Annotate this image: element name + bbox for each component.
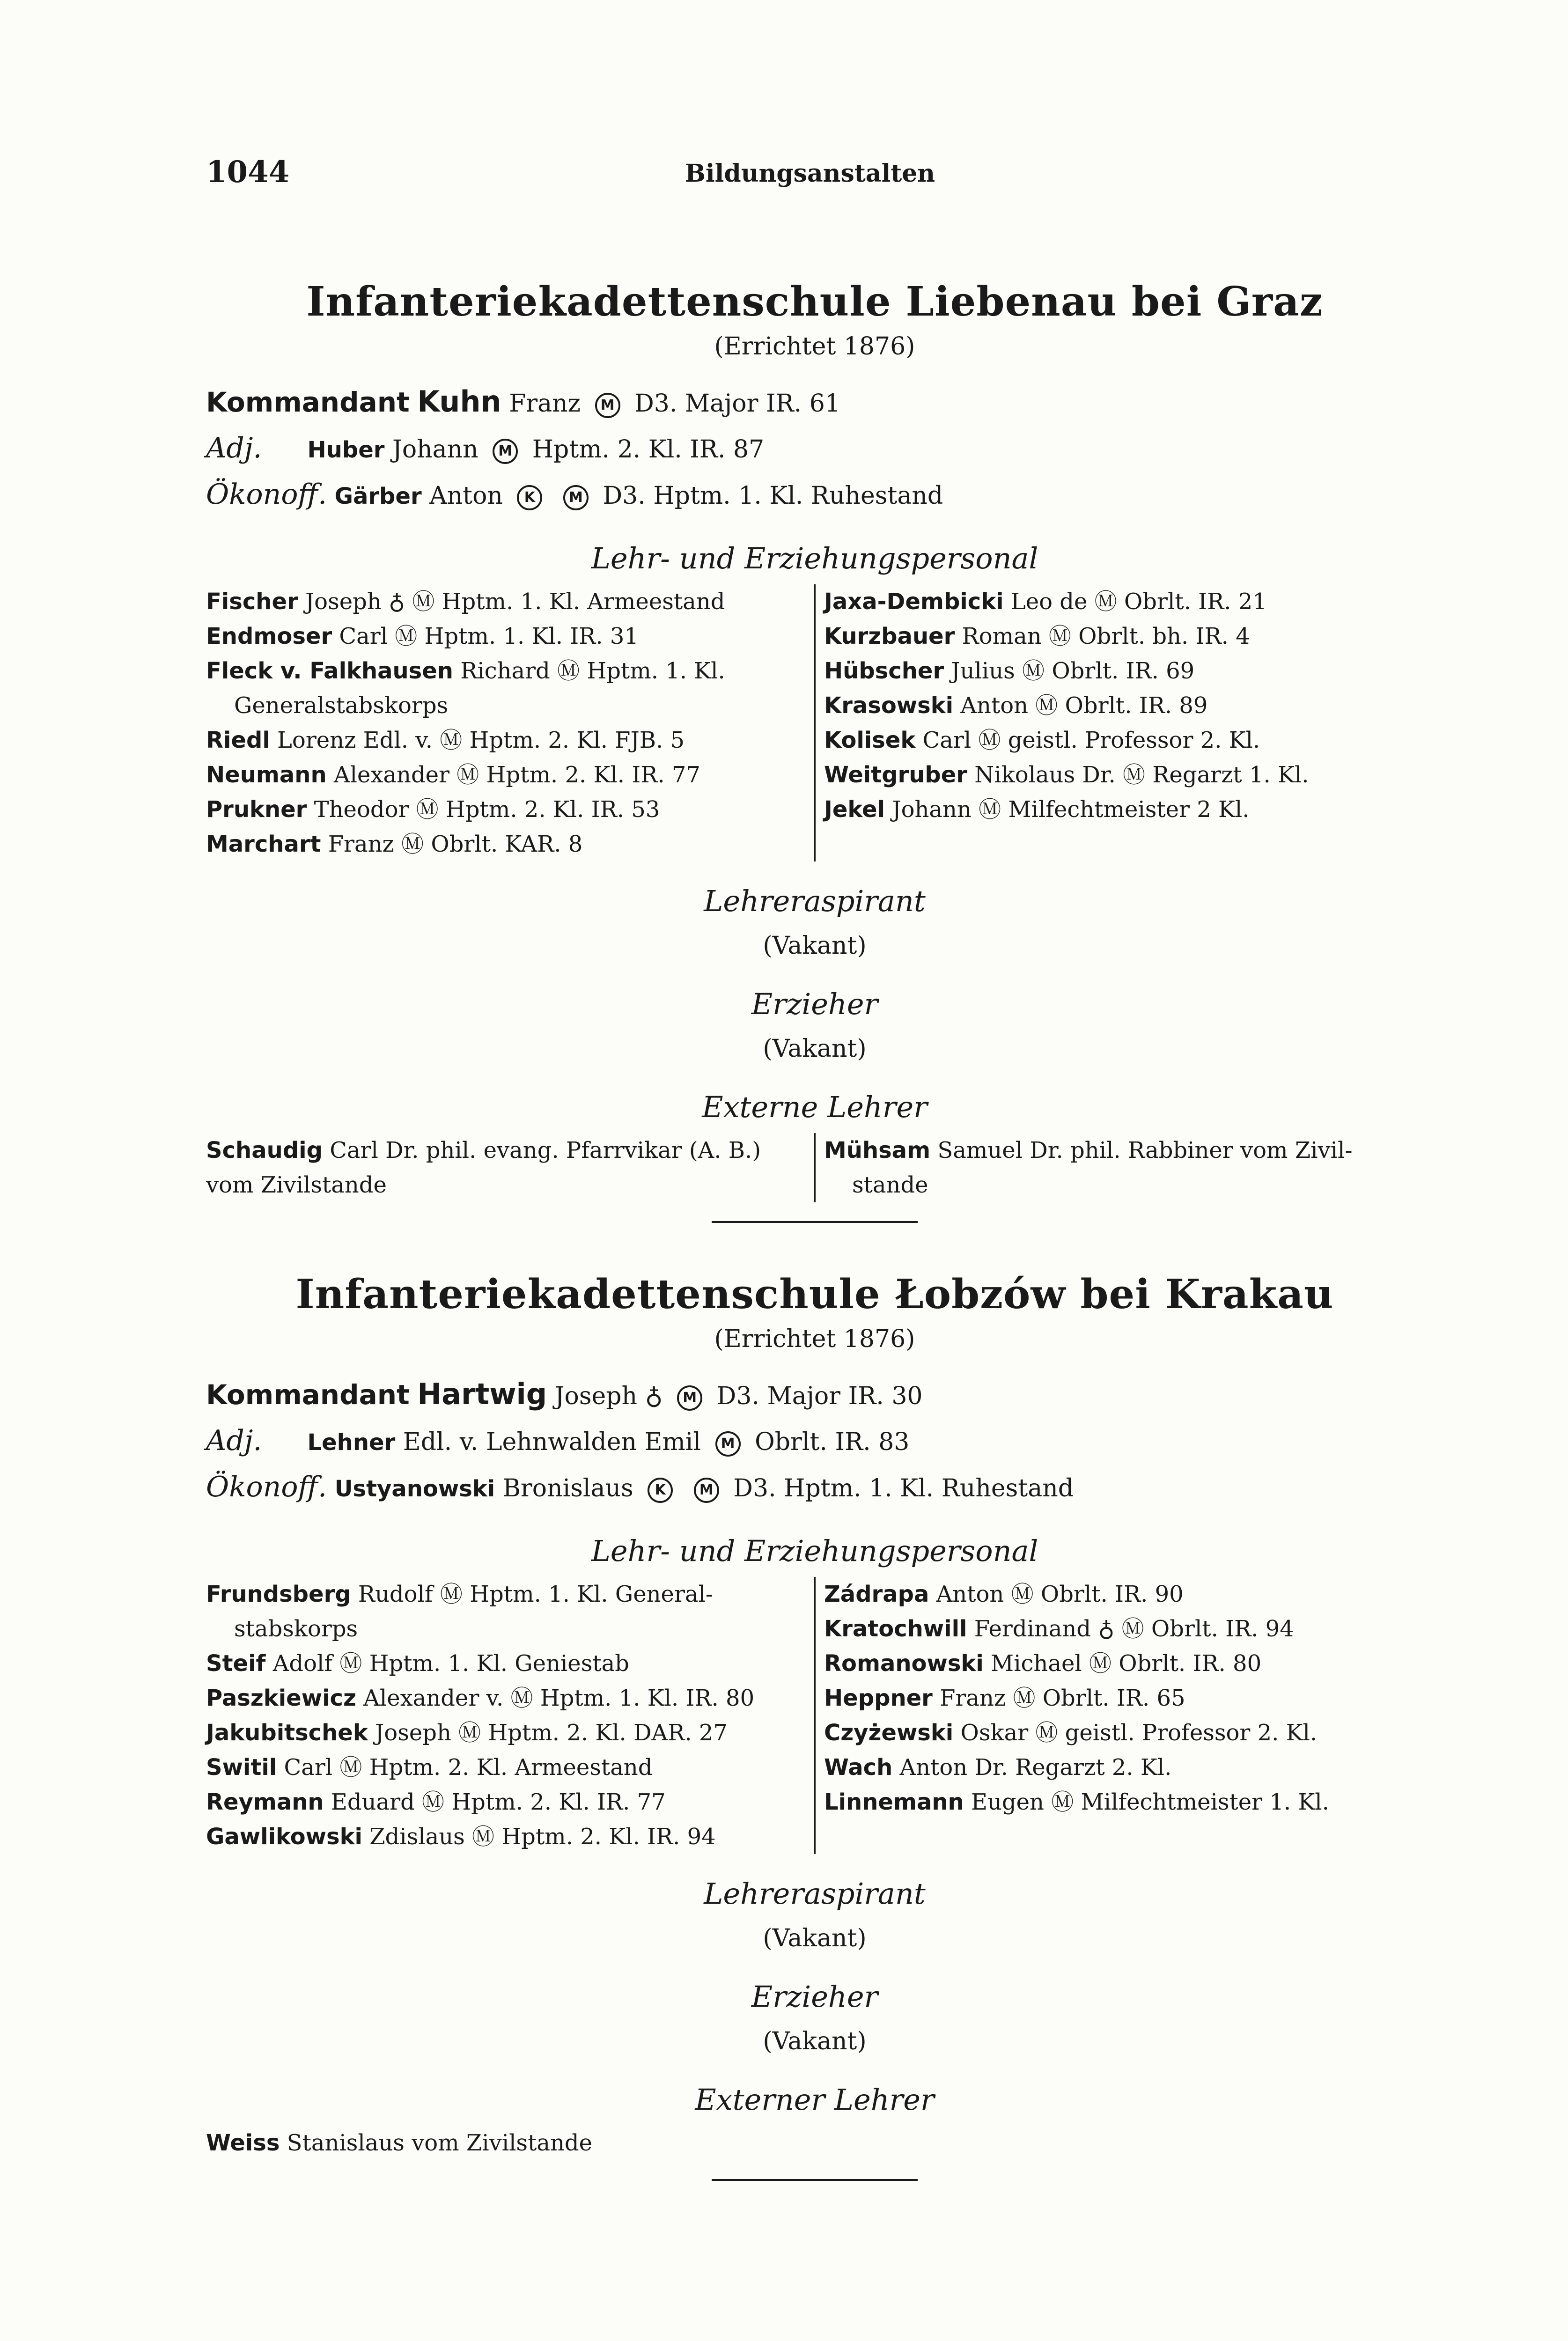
staff-entry: Riedl Lorenz Edl. v. Ⓜ Hptm. 2. Kl. FJB. 5 [206, 727, 685, 753]
section-divider [712, 2179, 918, 2181]
staff-entry: Kurzbauer Roman Ⓜ Obrlt. bh. IR. 4 [824, 623, 1250, 649]
surname: Ustyanowski [334, 1476, 495, 1502]
adjutant-line [206, 1419, 1423, 1465]
rank-text: D3. Major IR. 61 [634, 390, 840, 418]
external-heading: Externe Lehrer [702, 1090, 928, 1124]
external-column-right [816, 1133, 1423, 1202]
section-title: Infanteriekadettenschule Łobzów bei Krakau [295, 1271, 1334, 1318]
staff-heading: Lehr- und Erziehungspersonal [591, 1534, 1038, 1568]
given-name: Franz [509, 390, 581, 418]
rank-text: D3. Hptm. 1. Kl. Ruhestand [733, 1474, 1074, 1502]
military-merit-icon: M [595, 393, 620, 418]
aspirant-heading: Lehreraspirant [704, 1877, 926, 1911]
role-label: Ökonoff. [206, 1471, 327, 1503]
role-label: Adj. [206, 432, 262, 464]
external-heading: Externer Lehrer [695, 2083, 935, 2117]
staff-entry: Endmoser Carl Ⓜ Hptm. 1. Kl. IR. 31 [206, 623, 639, 649]
staff-entry: Switil Carl Ⓜ Hptm. 2. Kl. Armeestand [206, 1754, 653, 1781]
role-label: Kommandant [206, 386, 410, 418]
staff-entry: Jaxa-Dembicki Leo de Ⓜ Obrlt. IR. 21 [824, 589, 1267, 615]
role-label: Ökonoff. [206, 478, 327, 511]
staff-entry: Krasowski Anton Ⓜ Obrlt. IR. 89 [824, 692, 1208, 719]
staff-entry: Paszkiewicz Alexander v. Ⓜ Hptm. 1. Kl. IR. 80 [206, 1685, 755, 1711]
staff-column-right [816, 584, 1423, 861]
surname: Lehner [307, 1429, 396, 1456]
given-name: Bronislaus [502, 1474, 633, 1502]
staff-entry-continued: vom Zivilstande [206, 1172, 387, 1198]
rank-text: Hptm. 2. Kl. IR. 87 [532, 435, 765, 464]
educator-heading: Erzieher [751, 987, 878, 1021]
staff-entry: Kolisek Carl Ⓜ geistl. Professor 2. Kl. [824, 727, 1260, 753]
page-header [206, 155, 1414, 197]
staff-entry: Frundsberg Rudolf Ⓜ Hptm. 1. Kl. General- [206, 1581, 714, 1607]
commandant-line [206, 1372, 1423, 1419]
staff-entry: Steif Adolf Ⓜ Hptm. 1. Kl. Geniestab [206, 1650, 629, 1677]
military-merit-icon: M [715, 1431, 741, 1457]
staff-entry: Czyżewski Oskar Ⓜ geistl. Professor 2. Kl. [824, 1720, 1318, 1746]
military-merit-icon: M [493, 439, 518, 464]
page-number: 1044 [206, 155, 290, 190]
staff-entry: Weitgruber Nikolaus Dr. Ⓜ Regarzt 1. Kl. [824, 762, 1309, 788]
commandant-line [206, 379, 1423, 426]
staff-entry: Zádrapa Anton Ⓜ Obrlt. IR. 90 [824, 1581, 1184, 1607]
adjutant-line [206, 426, 1423, 472]
military-merit-icon: M [694, 1478, 719, 1503]
staff-entry: Linnemann Eugen Ⓜ Milfechtmeister 1. Kl. [824, 1789, 1329, 1815]
educator-heading: Erzieher [751, 1980, 878, 2014]
staff-entry: Kratochwill Ferdinand ♁ Ⓜ Obrlt. IR. 94 [824, 1616, 1294, 1642]
external-column-left [206, 1133, 816, 1202]
k-badge-icon: K [517, 485, 542, 510]
staff-entry: Prukner Theodor Ⓜ Hptm. 2. Kl. IR. 53 [206, 796, 660, 823]
staff-columns [206, 584, 1423, 861]
surname: Huber [307, 437, 385, 463]
staff-entry: Marchart Franz Ⓜ Obrlt. KAR. 8 [206, 831, 583, 857]
okonoff-line [206, 1465, 1423, 1511]
rank-text: Obrlt. IR. 83 [755, 1428, 910, 1456]
role-label: Adj. [206, 1424, 262, 1457]
staff-column-left [206, 584, 816, 861]
staff-entry: Jekel Johann Ⓜ Milfechtmeister 2 Kl. [824, 796, 1250, 823]
educator-value: (Vakant) [763, 2027, 867, 2055]
staff-entry: Gawlikowski Zdislaus Ⓜ Hptm. 2. Kl. IR. 94 [206, 1824, 716, 1850]
section-divider [712, 1221, 918, 1223]
staff-heading: Lehr- und Erziehungspersonal [591, 541, 1038, 575]
section-title: Infanteriekadettenschule Liebenau bei Graz [306, 278, 1323, 325]
aspirant-value: (Vakant) [763, 932, 867, 960]
running-head: Bildungsanstalten [685, 159, 935, 188]
okonoff-line [206, 472, 1423, 519]
given-name: Johann [392, 435, 478, 464]
staff-columns [206, 1577, 1423, 1854]
section-lobzow [206, 1269, 1423, 2181]
staff-column-right [816, 1577, 1423, 1854]
staff-entry: Mühsam Samuel Dr. phil. Rabbiner vom Zivil- [824, 1137, 1353, 1163]
k-badge-icon: K [648, 1478, 673, 1503]
aspirant-heading: Lehreraspirant [704, 884, 926, 918]
military-merit-icon: M [677, 1385, 702, 1411]
staff-entry: Heppner Franz Ⓜ Obrlt. IR. 65 [824, 1685, 1185, 1711]
staff-entry: Romanowski Michael Ⓜ Obrlt. IR. 80 [824, 1650, 1262, 1677]
given-name: Joseph ♁ [554, 1382, 663, 1410]
staff-entry: Schaudig Carl Dr. phil. evang. Pfarrvikar (A. B.) [206, 1137, 761, 1163]
founded-note: (Errichtet 1876) [714, 1325, 915, 1353]
staff-entry: Reymann Eduard Ⓜ Hptm. 2. Kl. IR. 77 [206, 1789, 666, 1815]
external-single [206, 2126, 810, 2160]
staff-entry: Fleck v. Falkhausen Richard Ⓜ Hptm. 1. Kl. [206, 658, 725, 684]
staff-column-left [206, 1577, 816, 1854]
staff-entry: Fischer Joseph ♁ Ⓜ Hptm. 1. Kl. Armeestand [206, 589, 725, 615]
staff-entry-continued: Generalstabskorps [234, 692, 449, 719]
staff-entry: Wach Anton Dr. Regarzt 2. Kl. [824, 1754, 1172, 1781]
aspirant-value: (Vakant) [763, 1924, 867, 1952]
given-name: Edl. v. Lehnwalden Emil [403, 1428, 701, 1456]
staff-entry: Weiss Stanislaus vom Zivilstande [206, 2130, 593, 2156]
given-name: Anton [429, 482, 503, 510]
rank-text: D3. Hptm. 1. Kl. Ruhestand [603, 482, 943, 510]
surname: Kuhn [417, 384, 501, 419]
staff-entry: Neumann Alexander Ⓜ Hptm. 2. Kl. IR. 77 [206, 762, 700, 788]
surname: Hartwig [417, 1377, 547, 1411]
staff-entry-continued: stande [852, 1172, 928, 1198]
section-liebenau [206, 276, 1423, 1223]
staff-entry: Hübscher Julius Ⓜ Obrlt. IR. 69 [824, 658, 1195, 684]
external-columns [206, 1133, 1423, 1202]
staff-entry: Jakubitschek Joseph Ⓜ Hptm. 2. Kl. DAR. 27 [206, 1720, 728, 1746]
surname: Gärber [334, 483, 422, 509]
role-label: Kommandant [206, 1379, 410, 1411]
military-merit-icon: M [563, 485, 589, 510]
staff-entry-continued: stabskorps [234, 1616, 358, 1642]
founded-note: (Errichtet 1876) [714, 332, 915, 361]
rank-text: D3. Major IR. 30 [716, 1382, 923, 1410]
educator-value: (Vakant) [763, 1035, 867, 1063]
